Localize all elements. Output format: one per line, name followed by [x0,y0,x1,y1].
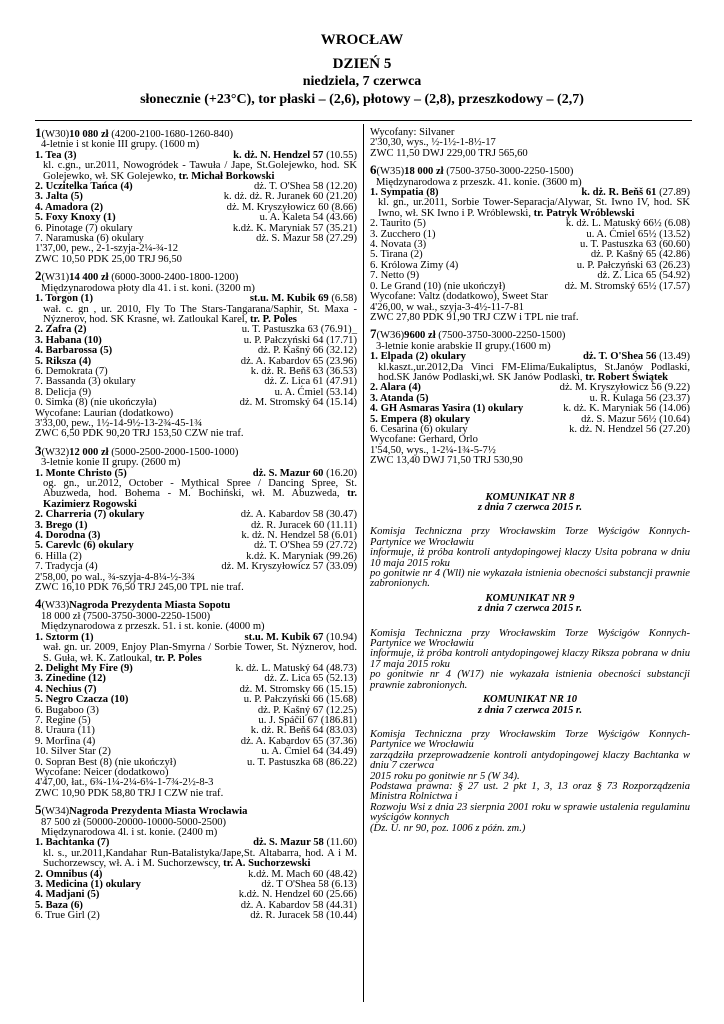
communique [370,594,690,691]
finisher-horse: 10. Silver Star (2) [35,746,111,758]
communiques [370,493,690,834]
day-heading: DZIEŃ 5 [332,56,392,72]
winner-pedigree: kl. gn., ur.2011, Sorbie Tower-Separacja/Alywar, St. Iwno IV, hod. SK Iwno, wł. SK Iwno i P. Wróblewski, [378,197,690,219]
finisher-horse: 3. Zucchero (1) [370,228,436,240]
finisher-jockey: k. dż. L. Matuský 66½ (6.08) [565,218,690,230]
race-info: 18 000 zł (7500-3750-3000-2250-1500) [41,610,211,622]
finisher-jockey: k. dż. R. Beňš 64 (83.03) [250,725,357,737]
finisher-row [35,747,357,757]
finisher-jockey: dż. S. Mazur 58 (27.29) [256,233,357,245]
race-prize: 14 400 zł [69,272,109,284]
finisher-jockey: dż. M. Stromský 65½ (17.57) [564,280,690,292]
placed-jockey: dż. Z. Lica 65 (52.13) [264,673,357,685]
finisher-horse: 2. Taurito (5) [370,218,426,230]
communique-paragraph: Rozwoju Wsi z dnia 23 sierpnia 2001 roku w sprawie ustalenia regulaminu wyścigów konnych [370,801,690,824]
race-footer: ZWC 10,90 PDK 58,80 TRJ I CZW nie traf. [35,787,224,799]
race-breakdown: (5000-2500-2000-1500-1000) [111,446,239,458]
communique-paragraph: po gonitwie nr 4 (W17) nie wykazała istnienia obecności substancji prawnie zabronionych. [370,669,690,691]
placed-horse: 4. Dorodna (3) [35,530,101,542]
placed-jockey: dż. M. Kryszyłowicz 56 (9.22) [559,382,690,394]
race-footer: Wycofane: Neicer (dodatkowo) [35,766,169,778]
finisher-jockey: dż. Z. Lica 65 (54.92) [597,270,690,282]
placed-horse: 5. Foxy Knoxy (1) [35,212,116,224]
finisher-horse: 4. Novata (3) [370,239,427,251]
placed-horse: 3. Medicina (1) okulary [35,879,141,891]
continuation-line: Wycofany: Silvaner [370,127,455,138]
race-number: 1 [35,125,42,140]
finisher-jockey: dż. P. Kašný 65 (42.86) [590,249,690,261]
communique-paragraph: Komisja Techniczna przy Wrocławskim Torze Wyścigów Konnych-Partynice we Wrocławiu [370,526,690,548]
winner-pedigree: kl.kaszt.,ur.2012,Da Vinci FM-Elima/Eukaliptus, St.Janów Podlaski, hod.SK Janów Podlaski,wł. SK Janów Podlaski, [378,361,690,383]
winner-horse: 1. Bachtanka (7) [35,837,110,849]
winner-pedigree: wał. gn. ur. 2009, Enjoy Plan-Smyrna / Sorbie Tower, St. Nýznerov, hod. S. Guła, wł. K. Zatloukal, [43,642,357,664]
finisher-jockey: dż. M. Kryszyłowicz 57 (33.09) [221,561,357,573]
placed-horse: 4. GH Asmaras Yasira (1) okulary [370,403,524,415]
race-prize: 12 000 zł [69,446,109,458]
finisher-jockey: k.dż. K. Maryniak 57 (35.21) [232,222,357,234]
finisher-horse: 7. Bassanda (3) okulary [35,376,136,388]
winner-jockey-name: st.u. M. Kubik 67 [244,631,324,643]
placed-jockey: dż. P. Kašný 66 (32.12) [257,345,357,357]
race-prize: 18 000 zł [404,166,444,178]
placed-jockey: k.dż. N. Hendzel 60 (25.66) [238,889,357,901]
winner-jockey-name: k. dż. R. Beňš 61 [581,187,657,199]
winner-pedigree: og. gn., ur.2012, October - Mythical Spree / Dancing Spree, St. Abuzweda, hod. Bohema - M. Bochiński, wł. M. Abuzweda, [43,478,357,500]
race-code: (W33) [41,600,70,612]
finisher-jockey: dż. A. Kabardov 65 (37.36) [240,735,357,747]
race-code: (W34) [41,806,70,818]
finisher-horse: 6. Bugaboo (3) [35,704,99,716]
winner-odds: (10.94) [326,631,357,643]
placed-jockey: u. P. Pałczyński 64 (17.71) [243,334,357,346]
finisher-horse: 7. Tradycja (4) [35,561,98,573]
finisher-horse: 0. Le Grand (10) (nie ukończył) [370,280,506,292]
race-footer: 1'54,50, wys., 1-2¼-1¾-5-7½ [370,444,496,456]
race-footer: ZWC 16,10 PDK 76,50 TRJ 245,00 TPL nie traf. [35,582,244,594]
placed-horse: 4. Amadora (2) [35,201,103,213]
placed-horse: 4. Madjani (5) [35,889,100,901]
placed-jockey: dż. T O'Shea 58 (6.13) [261,879,357,891]
race-code: (W31) [41,272,70,284]
race-number: 4 [35,596,42,612]
race-footer: Wycofane: Gerhard, Orlo [370,434,478,446]
finisher-jockey: u. P. Pałczyński 63 (26.23) [576,259,690,271]
winner-description [370,363,690,384]
race-footer: ZWC 10,50 PDK 25,00 TRJ 96,50 [35,253,182,265]
race-block [370,162,690,323]
placed-horse: 4. Nechius (7) [35,683,97,695]
winner-jockey-name: dż. T. O'Shea 56 [582,351,657,363]
race-footer: 4'47,00, łat., 6¾-1¼-2¼-6¼-1-7¾-2½-8-3 [35,777,214,789]
finisher-horse: 5. Tirana (2) [370,249,423,261]
communique-body [370,527,690,589]
race-header [35,268,357,284]
winner-description [35,643,357,664]
race-footer: ZWC 6,50 PDK 90,20 TRJ 153,50 CZW nie traf. [35,428,244,440]
finisher-row [35,911,357,921]
race-info: Międzynarodowa z przeszk. 41. konie. (3600 m) [376,176,582,188]
winner-trainer: tr. Michał Borkowski [178,170,275,182]
communique-date: z dnia 7 czerwca 2015 r. [477,502,583,513]
finisher-jockey: u. A. Ćmiel 65½ (13.52) [586,228,690,240]
placed-row [35,346,357,356]
communique-paragraph: Podstawa prawna: § 27 ust. 2 pkt 1, 3, 13 oraz § 73 Rozporządzenia Ministra Rolnictwa i [370,780,690,803]
column-divider [363,124,364,1002]
winner-pedigree: kl. s., ur.2011,Kandahar Run-Batalistyka/Jape,St. Altabarra, hod. A i M. Suchorzewscy, wł. A. i M. Suchorzewscy, [43,847,357,870]
race-prize: 9600 zł [404,330,436,342]
finisher-horse: 6. True Girl (2) [35,910,100,922]
winner-odds: (27.89) [659,187,690,199]
placed-horse: 3. Atanda (5) [370,392,429,404]
winner-odds: (13.49) [659,351,690,363]
right-column [370,128,690,834]
placed-row [370,404,690,414]
communique-date: z dnia 7 czerwca 2015 r. [477,704,583,716]
communique-paragraph: Komisja Techniczna przy Wrocławskim Torze Wyścigów Konnych-Partynice we Wrocławiu [370,627,690,650]
placed-jockey: k. dż. K. Maryniak 56 (14.06) [563,403,690,415]
winner-jockey-name: dż. S. Mazur 60 [252,467,324,479]
finisher-horse: 7. Naramuska (6) okulary [35,233,144,245]
finisher-jockey: dż. R. Juracek 58 (10.44) [250,910,357,922]
communique-date: z dnia 7 czerwca 2015 r. [477,603,583,615]
race-footer: Wycofane: Valtz (dodatkowo), Sweet Star [370,291,548,303]
winner-description [35,849,357,870]
placed-horse: 3. Jalta (5) [35,191,83,203]
communique [370,695,690,834]
race-code: (W30) [41,129,70,140]
communique-paragraph: (Dz. U. nr 90, poz. 1006 z późn. zm.) [370,822,526,834]
date-heading: niedziela, 7 czerwca [302,74,422,89]
finisher-jockey: dż. P. Kašný 67 (12.25) [257,704,357,716]
race-prize: 10 080 zł [69,129,109,140]
placed-jockey: dż. A. Kabardov 65 (23.96) [240,355,357,367]
continuation-line: 2'30,30, wys., ½-1½-1-8½-17 [370,137,496,149]
finisher-horse: 8. Delicja (9) [35,386,92,398]
finisher-jockey: u. T. Pastuszka 68 (86.22) [247,756,357,768]
placed-horse: 4. Barbarossa (5) [35,345,113,357]
race-breakdown: (7500-3750-3000-2250-1500) [438,330,566,342]
communique-paragraph: Komisja Techniczna przy Wrocławskim Torze Wyścigów Konnych-Partynice we Wrocławiu [370,728,690,751]
winner-odds: (6.58) [331,293,357,305]
placed-horse: 2. Uczitelka Tańca (4) [35,181,133,193]
communique-body [370,629,690,691]
finisher-horse: 6. Demokrata (7) [35,365,108,377]
placed-horse: 2. Alara (4) [370,382,421,394]
race-footer: Wycofane: Laurian (dodatkowo) [35,407,174,419]
placed-horse: 5. Negro Czacza (10) [35,694,129,706]
race-block [35,802,357,922]
winner-trainer: tr. Patryk Wróblewski [533,207,635,219]
race-footer: ZWC 13,40 DWJ 71,50 TRJ 530,90 [370,455,523,467]
continuation-line: ZWC 11,50 DWJ 229,00 TRJ 565,60 [370,147,528,159]
race-breakdown: (7500-3750-3000-2250-1500) [446,166,574,178]
race-block [35,442,357,594]
race-header [370,162,690,178]
placed-jockey: dż. M. Stromsky 66 (15.15) [239,683,357,695]
race-footer: ZWC 27,80 PDK 91,90 TRJ CZW i TPL nie traf. [370,311,579,323]
winner-jockey-name: k. dż. N. Hendzel 57 [233,149,324,161]
winner-horse: 1. Monte Christo (5) [35,467,127,479]
finisher-horse: 6. Królowa Zimy (4) [370,259,459,271]
race-info: 4-letnie i st konie III grupy. (1600 m) [41,139,200,151]
winner-trainer: tr. Kazimierz Rogowski [43,488,357,510]
race-code: (W35) [376,166,405,178]
placed-jockey: k. dż. L. Matuský 64 (48.73) [235,662,357,674]
header-divider [35,120,692,121]
finisher-horse: 6. Hilla (2) [35,550,82,562]
placed-jockey: dż. A. Kabardov 58 (44.31) [240,899,357,911]
race-info: 3-letnie konie arabskie II grupy.(1600 m) [376,340,551,352]
placed-jockey: u. R. Kulaga 56 (23.37) [589,392,690,404]
finisher-horse: 9. Morfina (4) [35,735,96,747]
placed-jockey: dż. S. Mazur 56½ (10.64) [581,413,690,425]
communique-title: KOMUNIKAT NR 9 [485,592,575,604]
finisher-horse: 6. Cesarina (6) okulary [370,423,468,435]
communique-paragraph: informuje, iż próba kontroli antydopingowej klaczy Riksza pobrana w dniu 17 maja 2015 roku [370,648,690,670]
placed-jockey: dż. R. Juracek 60 (11.11) [250,519,357,531]
race-block [370,326,690,467]
placed-jockey: u. A. Kaleta 54 (43.66) [259,212,357,224]
placed-horse: 2. Zafra (2) [35,324,87,336]
winner-odds: (16.20) [326,467,357,479]
winner-description [35,305,357,326]
winner-trainer: tr. P. Poles [250,313,297,325]
winner-odds: (11.60) [326,837,357,849]
winner-horse: 1. Sztorm (1) [35,631,94,643]
communique-title: KOMUNIKAT NR 8 [485,491,575,503]
communique-paragraph: informuje, iż próba kontroli antydopingowej klaczy Usita pobrana w dniu 10 maja 2015 roku [370,547,690,569]
placed-horse: 3. Zinedine (12) [35,673,106,685]
placed-horse: 2. Charreria (7) okulary [35,509,145,521]
race-prize: Nagroda Prezydenta Miasta Wrocławia [69,806,248,818]
finisher-horse: 7. Netto (9) [370,270,420,282]
winner-pedigree: kl. c.gn., ur.2011, Nowogródek - Tawuła / Jape, St.Golejewko, hod. SK Golejewko, wł. SK Golejewko, [43,160,357,182]
race-5-continuation [370,128,690,159]
race-footer: 4'26,00, w wał., szyja-3-4½-11-7-81 [370,301,524,313]
winner-description [35,479,357,510]
placed-jockey: k.dż. M. Mach 60 (48.42) [248,868,357,880]
winner-description [370,198,690,219]
placed-horse: 2. Delight My Fire (9) [35,662,133,674]
placed-horse: 5. Empera (8) okulary [370,413,471,425]
page-title: WROCŁAW [320,32,404,48]
race-number: 5 [35,802,42,818]
placed-jockey: u. P. Pałczyński 66 (15.68) [243,694,357,706]
communique-paragraph: po gonitwie nr 4 (Wll) nie wykazała istnienia obecności substancji prawnie zabronionych. [370,568,690,590]
race-breakdown: (6000-3000-2400-1800-1200) [111,272,239,284]
placed-horse: 5. Baza (6) [35,899,83,911]
finisher-jockey: dż. M. Stromský 64 (15.14) [239,397,357,409]
race-header [370,326,690,342]
race-info: Międzynarodowa płoty dla 41. i st. koni. (3200 m) [41,282,255,294]
placed-horse: 2. Omnibus (4) [35,868,103,880]
finisher-horse: 0. Sopran Best (8) (nie ukończył) [35,756,177,768]
winner-trainer: tr. Robert Świątek [585,371,669,383]
finisher-jockey: dż. Z. Lica 61 (47.91) [264,376,357,388]
winner-odds: (10.55) [326,149,357,161]
winner-horse: 1. Torgon (1) [35,293,93,305]
race-header [35,802,357,818]
winner-jockey-name: st.u. M. Kubik 69 [249,293,329,305]
finisher-jockey: k.dż. K. Maryniak (99.26) [246,550,357,562]
placed-jockey: dż. A. Kabardov 58 (30.47) [240,509,357,521]
race-number: 2 [35,268,42,284]
winner-description [35,161,357,182]
winner-horse: 1. Elpada (2) okulary [370,351,466,363]
race-breakdown: (4200-2100-1680-1260-840) [111,129,234,140]
finisher-jockey: u. A. Ćmiel 64 (34.49) [261,746,357,758]
winner-pedigree: wał. c. gn , ur. 2010, Fly To The Stars-Tangarana/Saphir, St. Maxa -Nýznerov, hod. SK Krasne, wł. Zatloukal Karel, [43,303,357,325]
finisher-horse: 6. Pinotage (7) okulary [35,222,133,234]
race-code: (W36) [376,330,405,342]
race-footer: 1'37,00, pew., 2-1-szyja-2¼-¾-12 [35,243,179,255]
placed-horse: 3. Brego (1) [35,519,88,531]
finisher-jockey: k. dż. N. Hendzel 56 (27.20) [569,423,690,435]
race-block [35,596,357,799]
finisher-row [35,398,357,408]
placed-horse: 3. Habana (10) [35,334,102,346]
placed-row [35,695,357,705]
placed-jockey: u. T. Pastuszka 63 (76.91)_ [241,324,357,336]
conditions-heading: słonecznie (+23°C), tor płaski – (2,6), płotowy – (2,8), przeszkodowy – (2,7) [140,92,584,107]
winner-jockey-name: dż. S. Mazur 58 [253,837,324,849]
finisher-jockey: k. dż. R. Beňš 63 (36.53) [250,365,357,377]
finisher-horse: 0. Simka (8) (nie ukończyła) [35,397,157,409]
placed-jockey: dż. T. O'Shea 58 (12.20) [253,181,357,193]
race-header [35,596,357,612]
placed-horse: 5. Carevlc (6) okulary [35,540,134,552]
race-info: Międzynarodowa 4l. i st. konie. (2400 m) [41,827,218,838]
communique-paragraph: zarządziła przeprowadzenie kontroli antydopingowej klaczy Bachtanka w dniu 7 czerwca [370,749,690,772]
finisher-jockey: u. A. Ćmiel (53.14) [274,386,357,398]
winner-trainer: tr. A. Suchorzewski [223,858,311,870]
winner-trainer: tr. P. Poles [154,652,202,664]
winner-horse: 1. Sympatia (8) [370,187,439,199]
placed-jockey: dż. M. Kryszyłowicz 60 (8.66) [226,201,357,213]
finisher-jockey: u. T. Pastuszka 63 (60.60) [580,239,690,251]
race-block [35,125,357,265]
placed-horse: 5. Riksza (4) [35,355,92,367]
communique-body [370,730,690,834]
winner-horse: 1. Tea (3) [35,149,77,161]
finisher-horse: 7. Regine (5) [35,714,91,726]
communique-paragraph: 2015 roku po gonitwie nr 5 (W 34). [370,770,520,782]
race-footer: 3'33,00, pew., 1½-14-9½-13-2¾-45-1¾ [35,417,203,429]
placed-jockey: k. dż. dż. R. Juranek 60 (21.20) [223,191,357,203]
placed-jockey: dż. T. O'Shea 59 (27.72) [253,540,357,552]
finisher-horse: 8. Uraura (11) [35,725,95,737]
right-races [370,162,690,467]
race-prize: Nagroda Prezydenta Miasta Sopotu [69,600,231,612]
race-number: 6 [370,162,377,178]
race-number: 3 [35,442,42,458]
finisher-jockey: u. J. Spáčil 67 (186.81) [258,714,357,726]
left-column [35,125,357,928]
race-info: Międzynarodowa z przeszk. 51. i st. konie. (4000 m) [41,621,265,633]
race-info: 3-letnie konie II grupy. (2600 m) [41,457,181,469]
race-block [35,268,357,440]
race-info: 87 500 zł (50000-20000-10000-5000-2500) [41,816,227,828]
race-code: (W32) [41,446,70,458]
placed-jockey: k. dż. N. Hendzel 58 (6.01) [241,530,357,542]
race-footer: 2'58,00, po wal., ¾-szyja-4-8¼-½-3¾ [35,571,195,583]
communique-title: KOMUNIKAT NR 10 [482,694,578,706]
communique [370,493,690,590]
race-number: 7 [370,326,377,342]
